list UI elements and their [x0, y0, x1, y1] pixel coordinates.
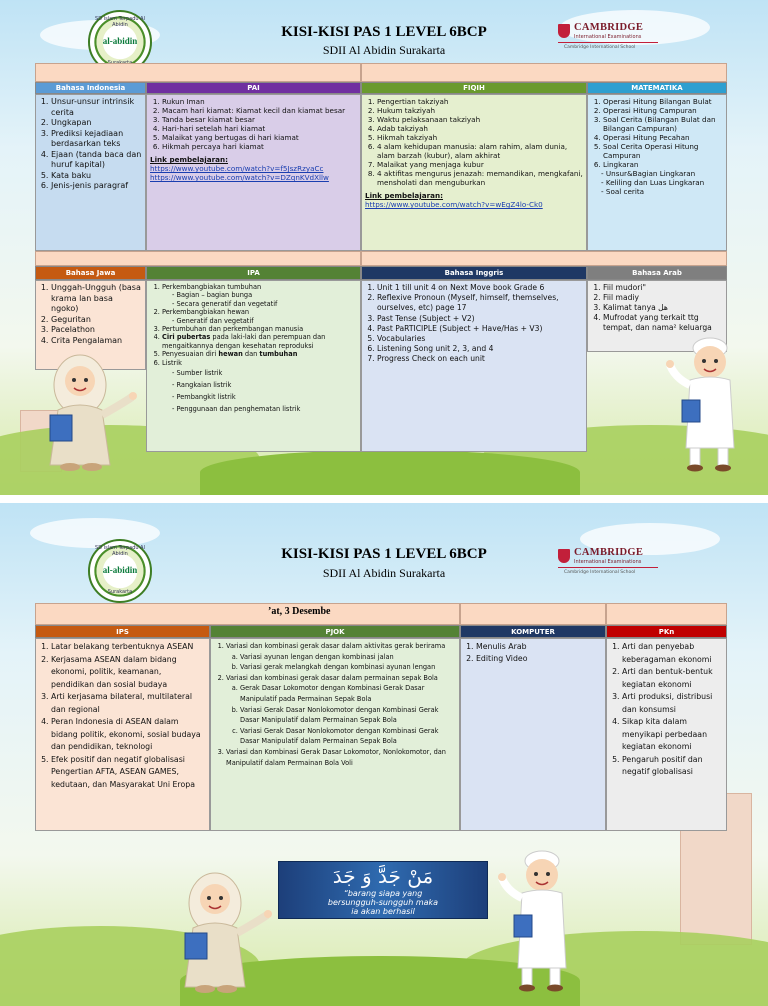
boy-student-illustration [492, 843, 582, 998]
item-bold: Ciri pubertas [162, 333, 211, 342]
cell-matematika [587, 94, 727, 251]
list-item: 1. Latar belakang terbentuknya ASEAN [51, 641, 206, 654]
cambridge-name: CAMBRIDGE [574, 547, 644, 558]
list-item: 5. Malaikat yang bertugas di hari kiamat [162, 133, 357, 142]
cambridge-sub: International Examinations [574, 559, 642, 565]
date-bar-left [35, 63, 361, 82]
header-bahasa-indonesia: Bahasa Indonesia [35, 82, 146, 94]
header-komputer: KOMPUTER [460, 625, 606, 638]
motto-line-1: “barang siapa yang [343, 889, 423, 898]
list-item [162, 350, 357, 358]
header-bahasa-arab: Bahasa Arab [587, 266, 727, 280]
cambridge-shield-icon [558, 549, 570, 563]
page-2 [0, 503, 768, 1006]
list-item: a. Variasi ayunan lengan dengan kombinasi jalan [240, 652, 456, 663]
list-item: 6. Lingkaran [603, 160, 723, 169]
link-label: Link pembelajaran: [150, 155, 228, 164]
header-pjok: PJOK [210, 625, 460, 638]
list-item: 5. Hikmah takziyah [377, 133, 583, 142]
separator-bar-left [35, 251, 361, 266]
list-item [162, 333, 357, 350]
cell-pai [146, 94, 361, 251]
cloud-decoration [30, 518, 160, 548]
list-item: 1. Unggah-Ungguh (basa krama lan basa ngoko) [51, 283, 142, 315]
list-item: 3. Waktu pelaksanaan takziyah [377, 115, 583, 124]
list-item: 2. Operasi Hitung Campuran [603, 106, 723, 115]
separator-bar-right [361, 251, 727, 266]
item-text: pada laki-laki dan perempuan dan mengaitkannya dengan kesehatan reproduksi [162, 333, 326, 350]
video-link[interactable]: https://www.youtube.com/watch?v=DZqnKVdXllw [150, 173, 329, 182]
list-item: 1. Pengertian takziyah [377, 97, 583, 106]
list-item: - Sumber listrik [172, 367, 357, 379]
list-item: 1. Unsur-unsur intrinsik cerita [51, 97, 142, 118]
date-bar [35, 603, 460, 625]
header-matematika: MATEMATIKA [587, 82, 727, 94]
list-item: 4. Hari-hari setelah hari kiamat [162, 124, 357, 133]
cell-komputer [460, 638, 606, 831]
logo-name-text: al-abidin [102, 565, 138, 575]
list-item: 6. Hikmah percaya hari kiamat [162, 142, 357, 151]
list-item: 4. Ejaan (tanda baca dan huruf kapital) [51, 150, 142, 171]
date-bar-right [606, 603, 727, 625]
cambridge-divider [558, 42, 658, 43]
list-item: 2. Editing Video [476, 653, 602, 665]
list-item: 3. Arti kerjasama bilateral, multilateral dan regional [51, 691, 206, 716]
item-text: Perkembangbiakan tumbuhan [162, 283, 262, 291]
logo-arch-text: SD Islam Terpadu Al Abidin [95, 545, 145, 557]
list-item: - Pembangkit listrik [172, 391, 357, 403]
cell-ips [35, 638, 210, 831]
cambridge-school: Cambridge International School [564, 570, 636, 575]
cambridge-shield-icon [558, 24, 570, 38]
header-bahasa-jawa: Bahasa Jawa [35, 266, 146, 280]
list-item: 3. Kalimat tanya هل [603, 303, 723, 313]
list-item: 7. Progress Check on each unit [377, 354, 583, 364]
list-item: 1. Rukun Iman [162, 97, 357, 106]
list-item: c. Variasi Gerak Dasar Nonlokomotor dengan Kombinasi Gerak Dasar Manipulatif dalam Permainan Sepak Bola [240, 726, 456, 747]
logo-arch-text: SD Islam Terpadu Al Abidin [95, 16, 145, 28]
list-item: 3. Pertumbuhan dan perkembangan manusia [162, 325, 357, 333]
page-1 [0, 0, 768, 495]
girl-student-illustration [175, 863, 275, 998]
page-subtitle: SDII Al Abidin Surakarta [322, 43, 446, 57]
header-fiqih: FIQIH [361, 82, 587, 94]
item-text: Variasi dan kombinasi gerak dasar dalam aktivitas gerak berirama [226, 642, 446, 650]
logo-name-text: al-abidin [102, 36, 138, 46]
list-item: 3. Tanda besar kiamat besar [162, 115, 357, 124]
ips-extra-text: Pengertian AFTA, ASEAN GAMES, kedutaan, dan Masyarakat Uni Eropa [51, 767, 195, 789]
list-item: b. Variasi Gerak Dasar Nonlokomotor dengan Kombinasi Gerak Dasar Manipulatif dalam Permainan Sepak Bola [240, 705, 456, 726]
list-item: 4. Mufrodat yang terkait ttg tempat, dan nama² keluarga [603, 313, 723, 333]
list-item: - Generatif dan vegetatif [172, 317, 357, 325]
list-item: 5. Kata baku [51, 171, 142, 182]
list-item: 1. Arti dan penyebab keberagaman ekonomi [622, 641, 723, 666]
cambridge-name: CAMBRIDGE [574, 22, 644, 33]
list-item: 2. Kerjasama ASEAN dalam bidang ekonomi, politik, keamanan, pendidikan dan sosial budaya [51, 654, 206, 692]
list-item: 4. Past PaRTICIPLE (Subject + Have/Has + V3) [377, 324, 583, 334]
cell-bahasa-inggris [361, 280, 587, 452]
date-text: ’at, 3 Desembe [268, 606, 331, 617]
list-item: 6. 4 alam kehidupan manusia: alam rahim, alam dunia, alam barzah (kubur), alam akhirat [377, 142, 583, 160]
list-item: 3. Past Tense (Subject + V2) [377, 314, 583, 324]
item-text: Variasi dan kombinasi gerak dasar dalam permainan sepak Bola [226, 673, 438, 682]
page-title: KISI-KISI PAS 1 LEVEL 6BCP [281, 546, 487, 562]
list-item: - Keliling dan Luas Lingkaran [601, 178, 723, 187]
cambridge-logo [558, 547, 658, 581]
item-text: Perkembangbiakan hewan [162, 308, 250, 317]
page-subtitle: SDII Al Abidin Surakarta [322, 566, 446, 580]
date-bar-right [361, 63, 727, 82]
list-item: 5. Soal Cerita Operasi Hitung Campuran [603, 142, 723, 160]
cell-pkn [606, 638, 727, 831]
list-item: 4. Operasi Hitung Pecahan [603, 133, 723, 142]
list-item: 2. Hukum takziyah [377, 106, 583, 115]
list-item: 5. Vocabularies [377, 334, 583, 344]
list-item: 7. Malaikat yang menjaga kubur [377, 160, 583, 169]
cell-bahasa-indonesia [35, 94, 146, 251]
list-item [226, 673, 456, 747]
motto-banner [278, 861, 488, 919]
list-item: - Penggunaan dan penghematan listrik [172, 403, 357, 415]
video-link[interactable]: https://www.youtube.com/watch?v=f5JszRzyaCc [150, 164, 324, 173]
motto-line-3: ia akan berhasil [351, 907, 415, 916]
list-item: 3. Variasi dan Kombinasi Gerak Dasar Lokomotor, Nonlokomotor, dan Manipulatif dalam Permainan Bola Voli [226, 747, 456, 768]
list-item: 4. Peran Indonesia di ASEAN dalam bidang politik, ekonomi, sosial budaya dan pendidikan, teknologi [51, 716, 206, 754]
header-ips: IPS [35, 625, 210, 638]
cambridge-school: Cambridge International School [564, 45, 636, 50]
list-item: 5. Efek positif dan negatif globalisasi [51, 754, 206, 767]
list-item: 1. Operasi Hitung Bilangan Bulat [603, 97, 723, 106]
list-item: 3. Arti produksi, distribusi dan konsumsi [622, 691, 723, 716]
boy-student-illustration [660, 330, 750, 475]
item-bold: hewan [218, 350, 243, 359]
list-item: - Unsur&Bagian Lingkaran [601, 169, 723, 178]
item-text: Penyesuaian diri [162, 350, 219, 359]
item-text: dan [242, 350, 260, 359]
list-item: 3. Pacelathon [51, 325, 142, 336]
list-item: - Rangkaian listrik [172, 379, 357, 391]
cell-fiqih [361, 94, 587, 251]
item-bold: tumbuhan [259, 350, 298, 359]
list-item: 8. 4 aktifitas mengurus jenazah: memandikan, mengkafani, mensholati dan menguburkan [377, 169, 583, 187]
list-item: 5. Pengaruh positif dan negatif globalisasi [622, 754, 723, 779]
motto-arabic: مَنْ جَدَّ وَ جَدَ [332, 864, 434, 888]
cambridge-divider [558, 567, 658, 568]
list-item: 6. Jenis-jenis paragraf [51, 181, 142, 192]
list-item: 4. Crita Pengalaman [51, 336, 142, 347]
header-bahasa-inggris: Bahasa Inggris [361, 266, 587, 280]
list-item: 2. Fiil madiy [603, 293, 723, 303]
list-item: - Secara generatif dan vegetatif [172, 300, 357, 308]
list-item: 1. Unit 1 till unit 4 on Next Move book Grade 6 [377, 283, 583, 293]
list-item: 2. Reflexive Pronoun (Myself, himself, themselves, ourselves, etc) page 17 [377, 293, 583, 313]
list-item: 4. Sikap kita dalam menyikapi perbedaan kegiatan ekonomi [622, 716, 723, 754]
list-item: 3. Soal Cerita (Bilangan Bulat dan Bilangan Campuran) [603, 115, 723, 133]
logo-bottom-text: Surakarta [107, 589, 133, 595]
cell-ipa [146, 280, 361, 452]
list-item: 1. Menulis Arab [476, 641, 602, 653]
list-item: 1. Fiil mudori" [603, 283, 723, 293]
list-item [162, 359, 357, 415]
header-ipa: IPA [146, 266, 361, 280]
header-pai: PAI [146, 82, 361, 94]
cambridge-logo [558, 22, 658, 56]
cambridge-sub: International Examinations [574, 34, 642, 40]
motto-line-2: bersungguh-sungguh maka [327, 898, 439, 907]
list-item [162, 308, 357, 325]
item-text: Listrik [162, 358, 182, 367]
list-item: a. Gerak Dasar Lokomotor dengan Kombinasi Gerak Dasar Manipulatif pada Permainan Sepak Bola [240, 683, 456, 704]
date-bar-mid [460, 603, 606, 625]
list-item: 2. Ungkapan [51, 118, 142, 129]
hill-decoration [200, 450, 580, 495]
list-item: 3. Prediksi kejadiaan berdasarkan teks [51, 129, 142, 150]
girl-student-illustration [40, 345, 140, 475]
video-link[interactable]: https://www.youtube.com/watch?v=wEgZ4lo-Ck0 [365, 200, 543, 209]
header-pkn: PKn [606, 625, 727, 638]
list-item: 6. Listening Song unit 2, 3, and 4 [377, 344, 583, 354]
list-item: - Bagian – bagian bunga [172, 291, 357, 299]
link-label: Link pembelajaran: [365, 191, 443, 200]
list-item: 2. Macam hari kiamat: Kiamat kecil dan kiamat besar [162, 106, 357, 115]
list-item: 4. Adab takziyah [377, 124, 583, 133]
list-item [162, 283, 357, 308]
list-item [226, 641, 456, 673]
list-item: 2. Arti dan bentuk-bentuk kegiatan ekonomi [622, 666, 723, 691]
cell-pjok [210, 638, 460, 831]
list-item: 2. Geguritan [51, 315, 142, 326]
page-title: KISI-KISI PAS 1 LEVEL 6BCP [281, 24, 487, 40]
list-item: - Soal cerita [601, 187, 723, 196]
list-item: b. Variasi gerak melangkah dengan kombinasi ayunan lengan [240, 662, 456, 673]
